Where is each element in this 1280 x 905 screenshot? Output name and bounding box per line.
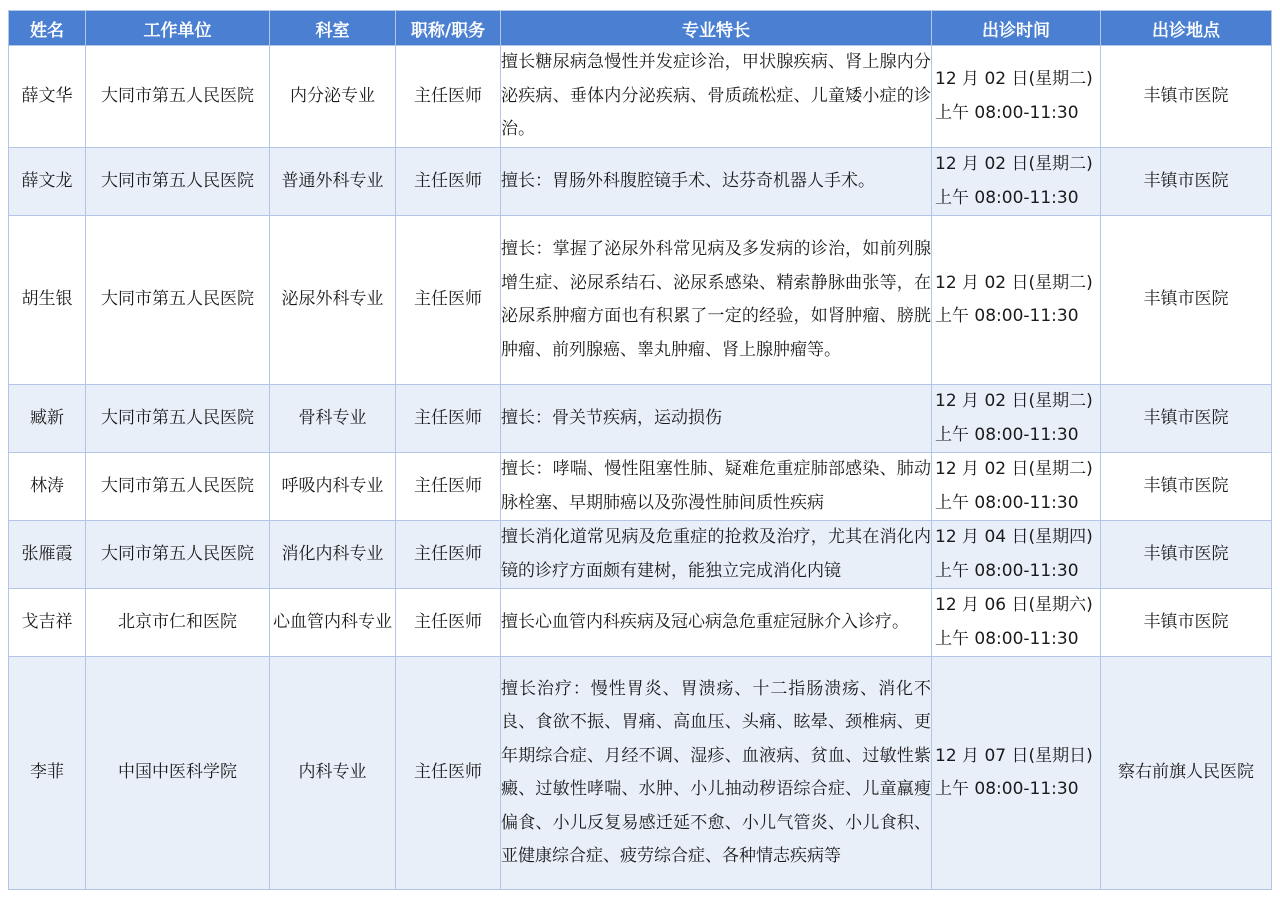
doctor-name: 薛文华 — [9, 46, 86, 148]
clinic-hours: 上午 08:00-11:30 — [935, 306, 1079, 326]
specialty: 擅长心血管内科疾病及冠心病急危重症冠脉介入诊疗。 — [501, 589, 932, 657]
clinic-place: 丰镇市医院 — [1101, 46, 1272, 148]
job-title: 主任医师 — [396, 46, 501, 148]
department: 心血管内科专业 — [270, 589, 396, 657]
department: 骨科专业 — [270, 385, 396, 453]
specialty: 擅长：哮喘、慢性阻塞性肺、疑难危重症肺部感染、肺动脉栓塞、早期肺癌以及弥漫性肺间质性疾病 — [501, 453, 932, 521]
job-title: 主任医师 — [396, 385, 501, 453]
header-unit: 工作单位 — [86, 11, 270, 46]
header-time: 出诊时间 — [932, 11, 1101, 46]
specialty: 擅长：骨关节疾病，运动损伤 — [501, 385, 932, 453]
table-row — [9, 385, 1272, 453]
table-row — [9, 657, 1272, 890]
specialty: 擅长治疗：慢性胃炎、胃溃疡、十二指肠溃疡、消化不良、食欲不振、胃痛、高血压、头痛、眩晕、颈椎病、更年期综合症、月经不调、湿疹、血液病、贫血、过敏性紫癜、过敏性哮喘、水肿、小儿抽动秽语综合症、儿童羸瘦偏食、小儿反复易感迁延不愈、小儿气管炎、小儿食积、亚健康综合症、疲劳综合症、各种情志疾病等 — [501, 657, 932, 890]
doctor-name: 李菲 — [9, 657, 86, 890]
work-unit: 大同市第五人民医院 — [86, 453, 270, 521]
clinic-hours: 上午 08:00-11:30 — [935, 560, 1079, 581]
clinic-place: 丰镇市医院 — [1101, 453, 1272, 521]
table-row — [9, 148, 1272, 216]
department: 泌尿外科专业 — [270, 216, 396, 385]
clinic-hours: 上午 08:00-11:30 — [935, 492, 1079, 513]
clinic-time — [932, 385, 1101, 453]
clinic-place: 丰镇市医院 — [1101, 385, 1272, 453]
work-unit: 大同市第五人民医院 — [86, 46, 270, 148]
header-place: 出诊地点 — [1101, 11, 1272, 46]
doctor-name: 林涛 — [9, 453, 86, 521]
clinic-time — [932, 46, 1101, 148]
clinic-time — [932, 521, 1101, 589]
clinic-place: 丰镇市医院 — [1101, 589, 1272, 657]
job-title: 主任医师 — [396, 453, 501, 521]
header-dept: 科室 — [270, 11, 396, 46]
clinic-date: 12 月 02 日(星期二) — [935, 154, 1093, 174]
doctor-name: 臧新 — [9, 385, 86, 453]
clinic-date: 12 月 02 日(星期二) — [935, 272, 1093, 293]
schedule-table — [8, 10, 1272, 890]
job-title: 主任医师 — [396, 521, 501, 589]
clinic-hours: 上午 08:00-11:30 — [935, 102, 1079, 123]
clinic-time — [932, 148, 1101, 216]
table-row — [9, 453, 1272, 521]
job-title: 主任医师 — [396, 657, 501, 890]
table-row — [9, 589, 1272, 657]
clinic-date: 12 月 06 日(星期六) — [935, 595, 1093, 615]
job-title: 主任医师 — [396, 216, 501, 385]
clinic-time — [932, 657, 1101, 890]
work-unit: 大同市第五人民医院 — [86, 521, 270, 589]
clinic-date: 12 月 04 日(星期四) — [935, 527, 1093, 547]
doctor-name: 戈吉祥 — [9, 589, 86, 657]
clinic-hours: 上午 08:00-11:30 — [935, 628, 1079, 649]
specialty: 擅长消化道常见病及危重症的抢救及治疗，尤其在消化内镜的诊疗方面颇有建树，能独立完成消化内镜 — [501, 521, 932, 589]
table-row — [9, 216, 1272, 385]
department: 呼吸内科专业 — [270, 453, 396, 521]
department: 内科专业 — [270, 657, 396, 890]
clinic-time — [932, 453, 1101, 521]
clinic-hours: 上午 08:00-11:30 — [935, 424, 1079, 445]
doctor-name: 张雁霞 — [9, 521, 86, 589]
table-row — [9, 521, 1272, 589]
clinic-date: 12 月 07 日(星期日) — [935, 745, 1093, 766]
work-unit: 北京市仁和医院 — [86, 589, 270, 657]
job-title: 主任医师 — [396, 589, 501, 657]
specialty: 擅长糖尿病急慢性并发症诊治，甲状腺疾病、肾上腺内分泌疾病、垂体内分泌疾病、骨质疏松症、儿童矮小症的诊治。 — [501, 46, 932, 148]
clinic-date: 12 月 02 日(星期二) — [935, 459, 1093, 479]
clinic-time — [932, 589, 1101, 657]
clinic-date: 12 月 02 日(星期二) — [935, 69, 1093, 89]
department: 消化内科专业 — [270, 521, 396, 589]
doctor-name: 胡生银 — [9, 216, 86, 385]
header-name: 姓名 — [9, 11, 86, 46]
clinic-date: 12 月 02 日(星期二) — [935, 391, 1093, 411]
header-row — [9, 11, 1272, 46]
table-row — [9, 46, 1272, 148]
department: 普通外科专业 — [270, 148, 396, 216]
header-specialty: 专业特长 — [501, 11, 932, 46]
department: 内分泌专业 — [270, 46, 396, 148]
clinic-place: 察右前旗人民医院 — [1101, 657, 1272, 890]
specialty: 擅长：掌握了泌尿外科常见病及多发病的诊治，如前列腺增生症、泌尿系结石、泌尿系感染、精索静脉曲张等，在泌尿系肿瘤方面也有积累了一定的经验，如肾肿瘤、膀胱肿瘤、前列腺癌、睾丸肿瘤、肾上腺肿瘤等。 — [501, 216, 932, 385]
job-title: 主任医师 — [396, 148, 501, 216]
clinic-place: 丰镇市医院 — [1101, 216, 1272, 385]
specialty: 擅长：胃肠外科腹腔镜手术、达芬奇机器人手术。 — [501, 148, 932, 216]
work-unit: 大同市第五人民医院 — [86, 148, 270, 216]
doctor-name: 薛文龙 — [9, 148, 86, 216]
work-unit: 中国中医科学院 — [86, 657, 270, 890]
clinic-hours: 上午 08:00-11:30 — [935, 187, 1079, 208]
clinic-place: 丰镇市医院 — [1101, 148, 1272, 216]
work-unit: 大同市第五人民医院 — [86, 216, 270, 385]
header-title: 职称/职务 — [396, 11, 501, 46]
clinic-place: 丰镇市医院 — [1101, 521, 1272, 589]
clinic-time — [932, 216, 1101, 385]
work-unit: 大同市第五人民医院 — [86, 385, 270, 453]
clinic-hours: 上午 08:00-11:30 — [935, 779, 1079, 799]
